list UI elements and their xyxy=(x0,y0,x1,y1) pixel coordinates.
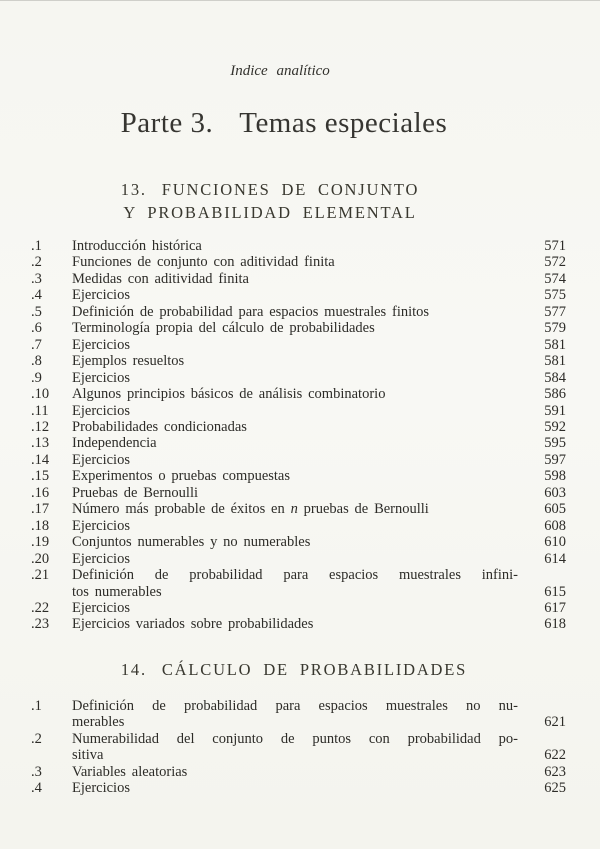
toc-entry xyxy=(30,616,566,632)
toc-entry xyxy=(30,337,566,353)
toc-entry-page: 610 xyxy=(544,534,566,551)
running-header: Indice analítico xyxy=(230,63,330,79)
toc-entry-page: 597 xyxy=(544,451,566,468)
toc-entry-page: 571 xyxy=(544,238,566,254)
toc-entry xyxy=(30,353,566,369)
toc-entry-page: 572 xyxy=(544,254,566,271)
toc-entry-title: Ejercicios xyxy=(72,336,130,353)
toc-entry-title-line1: Definición de probabilidad para espacios muestrales infini- xyxy=(72,567,518,584)
toc-entry-title: Ejercicios xyxy=(72,780,130,797)
part-number: Parte 3. xyxy=(120,107,214,139)
toc-entry-page: 603 xyxy=(544,484,566,501)
toc-entry-title: Ejemplos resueltos xyxy=(72,353,185,370)
toc-entry-title-line2: tos numerables xyxy=(72,583,162,600)
toc-entry-number: .1 xyxy=(31,698,42,714)
toc-entry-title: Pruebas de Bernoulli xyxy=(72,484,199,501)
toc-entry xyxy=(30,452,566,468)
toc-entry-number: .3 xyxy=(31,270,42,287)
toc-entry xyxy=(30,600,566,616)
toc-entry-title xyxy=(72,567,518,600)
toc-entry-number: .9 xyxy=(31,369,42,386)
toc-entry xyxy=(30,780,566,796)
toc-entry-page: 625 xyxy=(544,780,566,797)
toc-entry-number: .8 xyxy=(31,353,42,370)
toc-entry-page: 595 xyxy=(544,435,566,452)
toc-entry-number: .17 xyxy=(31,501,50,518)
toc-entry xyxy=(30,320,566,336)
toc-entry-page: 621 xyxy=(544,714,566,731)
toc-entry-number: .7 xyxy=(31,336,42,353)
toc-entry-number: .4 xyxy=(31,287,42,304)
toc-entry-title: Medidas con aditividad finita xyxy=(72,270,249,287)
toc-entry-number: .16 xyxy=(31,484,50,501)
chapter-13-heading xyxy=(0,179,540,224)
toc-entry-number: .13 xyxy=(31,435,50,452)
toc-entry-number: .10 xyxy=(31,386,50,403)
toc-entry xyxy=(30,386,566,402)
toc-entry-title: Ejercicios xyxy=(72,287,130,304)
toc-entry-title: Ejercicios xyxy=(72,517,130,534)
chapter-14-number: 14. xyxy=(120,660,147,679)
toc-entry xyxy=(30,551,566,567)
toc-entry-number: .1 xyxy=(31,238,42,254)
toc-entry-title-line2: sitiva xyxy=(72,747,104,764)
toc-entry xyxy=(30,254,566,270)
toc-entry xyxy=(30,567,566,600)
toc-entry-page: 598 xyxy=(544,468,566,485)
toc-entry-title: Definición de probabilidad para espacios muestrales finitos xyxy=(72,303,430,320)
toc-entry-title: Ejercicios xyxy=(72,369,130,386)
part-title xyxy=(0,103,568,143)
toc-entry xyxy=(30,501,566,517)
toc-entry-page: 605 xyxy=(544,501,566,518)
chapter-13-number: 13. xyxy=(120,180,147,199)
chapter-14-heading-line1 xyxy=(0,659,588,682)
toc-entry xyxy=(30,287,566,303)
toc-entry-page: 618 xyxy=(544,616,566,633)
toc-entry-page: 614 xyxy=(544,550,566,567)
toc-entry-title-line1: Numerabilidad del conjunto de puntos con probabilidad po- xyxy=(72,730,518,747)
toc-entry-number: .23 xyxy=(31,616,50,633)
toc-entry-number: .2 xyxy=(31,730,42,747)
toc-entry-number: .6 xyxy=(31,320,42,337)
toc-entry-page: 608 xyxy=(544,517,566,534)
toc-entry-title: Terminología propia del cálculo de probabilidades xyxy=(72,320,375,337)
toc-entry xyxy=(30,518,566,534)
toc-entry xyxy=(30,435,566,451)
toc-entry-title: Conjuntos numerables y no numerables xyxy=(72,534,311,551)
toc-entry-title xyxy=(72,501,518,517)
toc-entry-page: 579 xyxy=(544,320,566,337)
toc-entry-title: Probabilidades condicionadas xyxy=(72,418,247,435)
toc-entry xyxy=(30,304,566,320)
toc-entry-number: .3 xyxy=(31,763,42,780)
toc-entry-title: Ejercicios xyxy=(72,550,130,567)
toc-entry-title-part: n xyxy=(290,501,298,518)
chapter-13-title-line1: FUNCIONES DE CONJUNTO xyxy=(161,180,420,199)
toc-entry xyxy=(30,419,566,435)
toc-entry-title: Ejercicios variados sobre probabilidades xyxy=(72,616,314,633)
toc-entry xyxy=(30,468,566,484)
toc-list-chapter-13 xyxy=(30,238,566,633)
toc-entry-title-part: pruebas de Bernoulli xyxy=(297,501,429,518)
toc-entry-number: .21 xyxy=(31,567,50,584)
toc-entry-page: 591 xyxy=(544,402,566,419)
toc-entry-page: 592 xyxy=(544,418,566,435)
toc-entry-page: 586 xyxy=(544,386,566,403)
toc-entry-title xyxy=(72,698,518,731)
toc-list-chapter-14 xyxy=(30,698,566,797)
toc-entry-title: Independencia xyxy=(72,435,157,452)
toc-entry-title-line1: Definición de probabilidad para espacios muestrales no nu- xyxy=(72,698,518,714)
toc-entry-page: 574 xyxy=(544,270,566,287)
toc-entry-title: Ejercicios xyxy=(72,599,130,616)
toc-entry-page: 581 xyxy=(544,336,566,353)
chapter-14-heading xyxy=(0,659,588,682)
toc-entry-number: .22 xyxy=(31,599,50,616)
toc-entry-page: 575 xyxy=(544,287,566,304)
toc-entry-number: .11 xyxy=(31,402,49,419)
toc-entry-number: .2 xyxy=(31,254,42,271)
toc-entry-page: 617 xyxy=(544,599,566,616)
toc-entry-title-part: Número más probable de éxitos en xyxy=(72,501,291,518)
toc-entry xyxy=(30,403,566,419)
toc-entry-title: Funciones de conjunto con aditividad finita xyxy=(72,254,335,271)
toc-entry xyxy=(30,238,566,254)
toc-entry xyxy=(30,764,566,780)
toc-entry-number: .14 xyxy=(31,451,50,468)
part-name: Temas especiales xyxy=(239,107,448,139)
toc-entry-number: .5 xyxy=(31,303,42,320)
toc-entry xyxy=(30,698,566,731)
toc-entry-title-line2: merables xyxy=(72,714,125,731)
toc-entry-number: .19 xyxy=(31,534,50,551)
toc-entry-number: .4 xyxy=(31,780,42,797)
toc-entry xyxy=(30,485,566,501)
toc-entry-page: 584 xyxy=(544,369,566,386)
chapter-13-heading-line1 xyxy=(0,179,540,202)
chapter-14-title-line1: CÁLCULO DE PROBABILIDADES xyxy=(161,660,468,679)
toc-entry xyxy=(30,534,566,550)
toc-entry-page: 581 xyxy=(544,353,566,370)
toc-entry-title: Introducción histórica xyxy=(72,238,202,254)
toc-entry-title: Experimentos o pruebas compuestas xyxy=(72,468,291,485)
toc-entry-title: Ejercicios xyxy=(72,451,130,468)
toc-entry-page: 623 xyxy=(544,763,566,780)
toc-entry xyxy=(30,731,566,764)
toc-entry-number: .12 xyxy=(31,418,50,435)
toc-entry-number: .20 xyxy=(31,550,50,567)
toc-entry xyxy=(30,271,566,287)
toc-entry-title: Ejercicios xyxy=(72,402,130,419)
toc-entry xyxy=(30,370,566,386)
toc-entry-page: 615 xyxy=(544,583,566,600)
toc-entry-number: .18 xyxy=(31,517,50,534)
toc-entry-title: Variables aleatorias xyxy=(72,763,188,780)
toc-entry-page: 622 xyxy=(544,747,566,764)
toc-entry-number: .15 xyxy=(31,468,50,485)
chapter-13-title-line2: Y PROBABILIDAD ELEMENTAL xyxy=(123,202,417,222)
toc-entry-page: 577 xyxy=(544,303,566,320)
toc-entry-title xyxy=(72,731,518,764)
toc-entry-title: Algunos principios básicos de análisis combinatorio xyxy=(72,386,386,403)
